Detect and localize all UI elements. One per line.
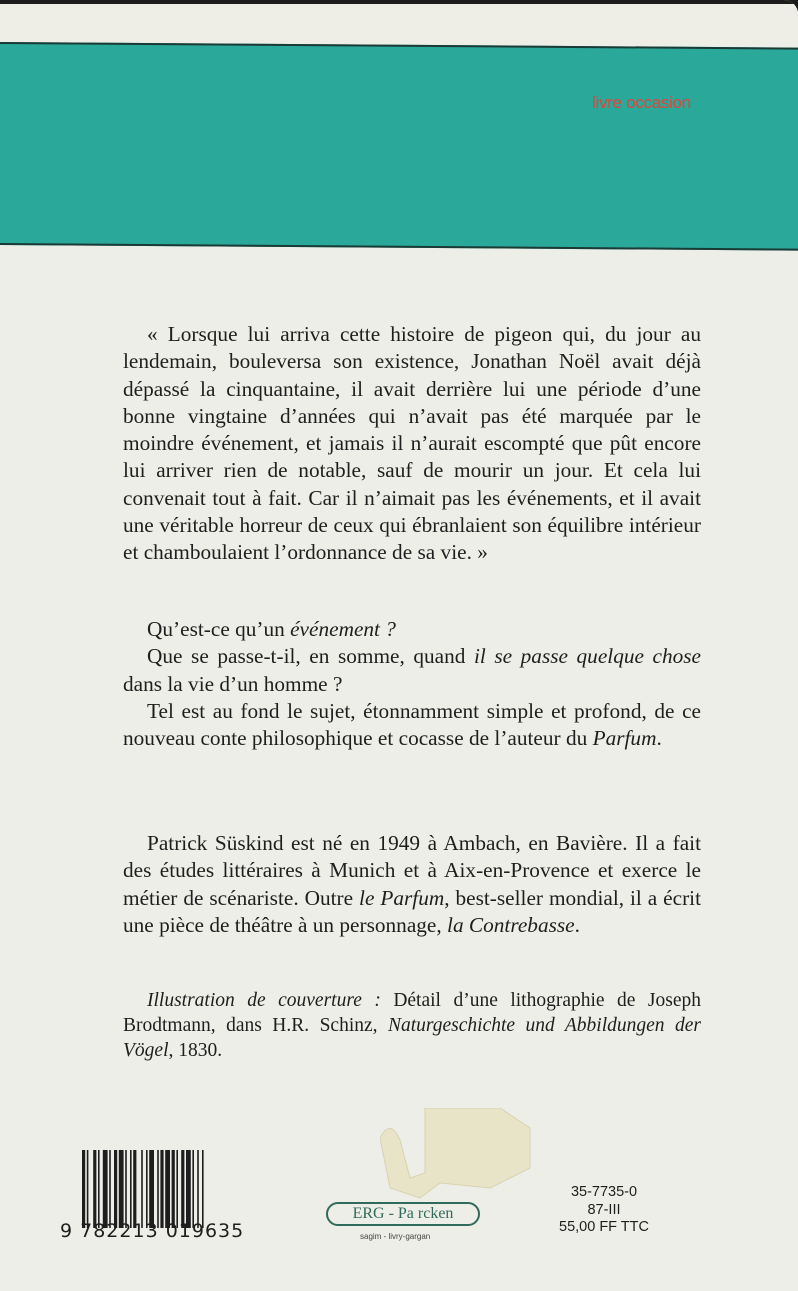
used-book-label: livre occasion <box>592 93 691 112</box>
credit-text-1: Détail d’une lithographie de Joseph Brodtmann, dans H.R. Schinz, <box>123 990 701 1036</box>
credit-text-2: , 1830. <box>168 1040 223 1061</box>
author-bio <box>123 830 701 939</box>
question-1 <box>123 616 701 643</box>
barcode-bar <box>114 1150 117 1228</box>
torn-sticker-residue <box>380 1108 570 1208</box>
printer-credit: sagim - livry-gargan <box>360 1232 431 1241</box>
code-line-2: 87-III <box>587 1201 621 1218</box>
q1-italic: événement ? <box>290 617 396 641</box>
cover-credit <box>123 988 701 1063</box>
barcode-icon <box>82 1150 272 1228</box>
bio-suffix: . <box>574 912 580 937</box>
barcode-bar <box>172 1150 175 1228</box>
barcode-bar <box>82 1150 85 1228</box>
barcode-bar <box>149 1150 154 1228</box>
barcode-bar <box>186 1150 191 1228</box>
bio-italic-2: la Contrebasse <box>447 912 575 937</box>
q3-suffix: . <box>656 726 662 751</box>
barcode-bar <box>125 1150 127 1228</box>
worn-top-strip <box>0 4 798 44</box>
barcode-bar <box>197 1150 199 1228</box>
barcode-bar <box>141 1150 143 1228</box>
barcode-bar <box>160 1150 163 1228</box>
barcode-bar <box>98 1150 100 1228</box>
barcode-bar <box>165 1150 170 1228</box>
q2-italic: il se passe quelque chose <box>473 644 701 669</box>
code-line-1: 35-7735-0 <box>570 1184 638 1200</box>
barcode-bar <box>202 1150 204 1228</box>
barcode-bar <box>192 1150 194 1228</box>
barcode-bar <box>103 1150 108 1228</box>
q3-text: Tel est au fond le sujet, étonnamment simple et profond, de ce nouveau conte philosophique et cocasse de l’auteur du <box>123 698 701 751</box>
credit-italic: Naturgeschichte und Abbildungen der Vögel <box>123 1015 701 1061</box>
question-2 <box>123 643 701 698</box>
barcode-bar <box>176 1150 178 1228</box>
quote-text: « Lorsque lui arriva cette histoire de pigeon qui, du jour au lendemain, bouleversa son existence, Jonathan Noël avait déjà dépassé la cinquantaine, il avait derrière lui une période d’une bonne vingtaine d’années qui n’avait pas été marquée par le moindre événement, et jamais il n’aurait escompté que pût encore lui arriver rien de notable, sauf de mourir un jour. Et cela lui convenait tout à fait. Car il n’aimait pas les événements, et il avait une véritable horreur de ceux qui ébranlaient son équilibre intérieur et chamboulaient l’ordonnance de sa vie. » <box>123 322 701 565</box>
quote-excerpt <box>123 321 701 567</box>
barcode-bar <box>130 1150 132 1228</box>
barcode-bar <box>157 1150 159 1228</box>
price: 55,00 FF TTC <box>559 1219 649 1235</box>
credit-text <box>123 988 701 1063</box>
q3-italic: Parfum <box>592 726 657 751</box>
barcode-number: 9 782213 019635 <box>60 1220 245 1242</box>
book-codes <box>552 1184 656 1237</box>
barcode-bar <box>181 1150 184 1228</box>
isbn-barcode <box>60 1150 300 1250</box>
question-3 <box>123 698 701 753</box>
q1-text: Qu’est-ce qu’un <box>147 617 291 641</box>
barcode-bar <box>119 1150 124 1228</box>
bio-text <box>123 830 701 939</box>
blurb-questions <box>123 616 701 752</box>
barcode-bar <box>133 1150 136 1228</box>
publisher-logo: ERG - Pa rcken <box>326 1202 480 1226</box>
bio-italic-1: le Parfum <box>359 885 445 910</box>
bio-prefix: Patrick Süskind est né en 1949 à Ambach, en Bavière. Il a fait des études littéraires à Munich et à Aix-en-Provence et exerce le métier de scénariste. Outre <box>123 831 701 910</box>
bio-middle: , best-seller mondial, il a écrit une pièce de théâtre à un personnage, <box>123 885 701 937</box>
q2-text: Que se passe-t-il, en somme, quand <box>147 644 474 669</box>
teal-band <box>0 42 798 251</box>
barcode-bar <box>87 1150 89 1228</box>
credit-label: Illustration de couverture : <box>147 990 381 1011</box>
barcode-bar <box>93 1150 96 1228</box>
barcode-bar <box>146 1150 148 1228</box>
q2-suffix: dans la vie d’un homme ? <box>123 671 343 696</box>
barcode-bar <box>109 1150 111 1228</box>
